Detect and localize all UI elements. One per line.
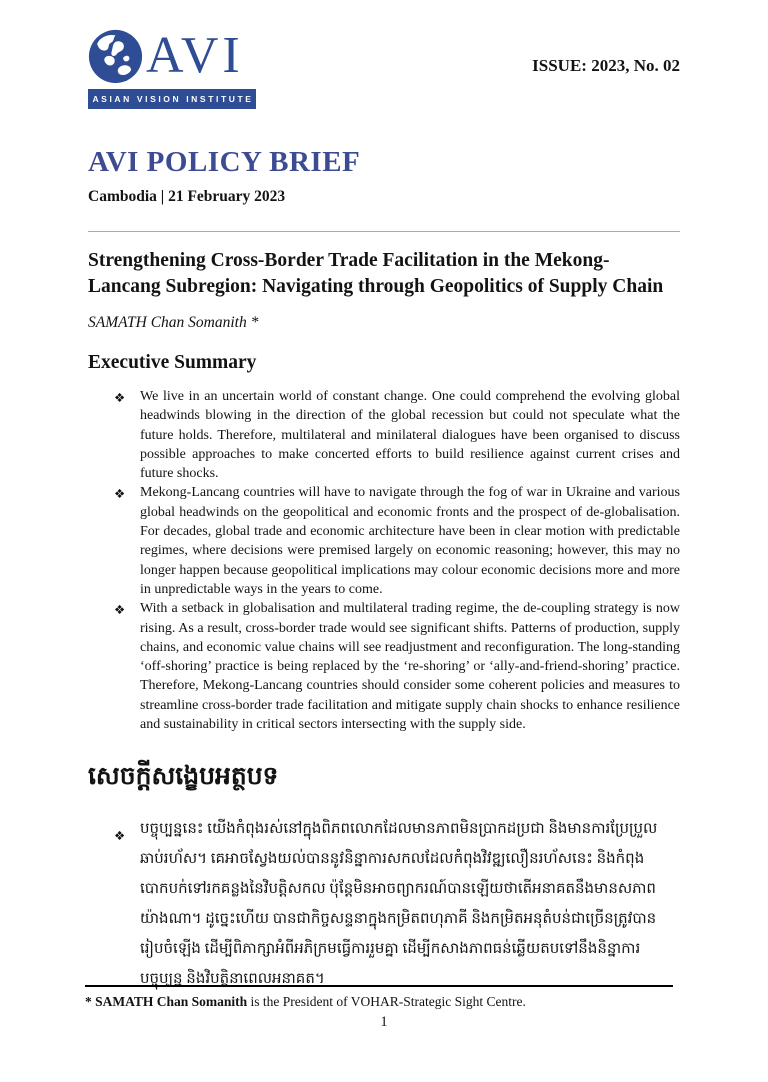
footnote-divider bbox=[85, 985, 673, 987]
article-title: Strengthening Cross-Border Trade Facilitation in the Mekong-Lancang Subregion: Navigating through Geopolitics of Supply Chain bbox=[88, 250, 664, 297]
masthead-divider bbox=[88, 231, 680, 232]
list-item-text: With a setback in globalisation and multilateral trading regime, the de-coupling strategy is now rising. As a result, cross-border trade would see significant shifts. Patterns of production, supply chains, and economic value chains will see readjustment and reconfiguration. The long-standing ‘off-shoring’ practice is being replaced by the ‘re-shoring’ or ‘ally-and-friend-shoring’ practice. Therefore, Mekong-Lancang countries should consider some coherent policies and measures to streamline cross-border trade facilitation and mitigate supply chain shocks to enhance resilience and sustainability in critical sectors intersecting with the supply side. bbox=[140, 601, 680, 733]
logo-org-name: ASIAN VISION INSTITUTE bbox=[88, 89, 256, 109]
footnote-author-name: * SAMATH Chan Somanith bbox=[85, 994, 248, 1009]
list-item-khmer bbox=[88, 814, 680, 994]
page-number: 1 bbox=[380, 1014, 388, 1030]
exec-summary-heading: Executive Summary bbox=[88, 352, 257, 373]
diamond-bullet-icon: ❖ bbox=[114, 828, 126, 844]
list-item-text: Mekong-Lancang countries will have to navigate through the fog of war in Ukraine and various global headwinds on the geopolitical and economic fronts and the prospect of de-globalisation. For decades, global trade and economic architecture have been in clear motion with predictable regimes, where decisions were premised largely on economic reasoning; however, this may no longer happen because geopolitical implications may colour economic decisions more and more in unpredictable ways in the years to come. bbox=[140, 485, 680, 597]
footnote bbox=[85, 985, 673, 1010]
khmer-summary-heading: សេចក្តីសង្ខេបអត្ថបទ bbox=[88, 763, 279, 791]
list-item bbox=[88, 483, 680, 599]
page-header bbox=[88, 28, 680, 109]
footnote-text bbox=[85, 994, 673, 1010]
exec-summary-list bbox=[88, 387, 680, 734]
globe-icon bbox=[88, 29, 143, 84]
list-item-text: We live in an uncertain world of constant change. One could comprehend the evolving global headwinds blowing in the direction of the global recession but could not speculate what the future holds. Therefore, multilateral and minilateral dialogues have been organised to discuss possible approaches to make concerted efforts to build resilience against current crises and future shocks. bbox=[140, 389, 680, 482]
logo-acronym: AVI bbox=[146, 27, 244, 84]
masthead-title: AVI POLICY BRIEF bbox=[88, 146, 361, 178]
issue-label: ISSUE: 2023, No. 02 bbox=[532, 56, 680, 75]
list-item bbox=[88, 599, 680, 734]
article-author: SAMATH Chan Somanith * bbox=[88, 314, 259, 331]
footnote-author-role: is the President of VOHAR-Strategic Sight Centre. bbox=[250, 994, 526, 1009]
avi-logo bbox=[88, 28, 256, 109]
masthead-dateline: Cambodia | 21 February 2023 bbox=[88, 188, 286, 205]
diamond-bullet-icon: ❖ bbox=[114, 390, 126, 405]
diamond-bullet-icon: ❖ bbox=[114, 486, 126, 502]
diamond-bullet-icon: ❖ bbox=[114, 602, 126, 618]
list-item bbox=[88, 387, 680, 483]
list-item-text: បច្ចុប្បន្ននេះ យើងកំពុងរស់នៅក្នុងពិភពលោកដែលមានភាពមិនប្រាកដប្រជា និងមានការប្រែប្រួលឆាប់រហ័ស។ គេអាចស្វែងយល់បាននូវនិន្នាការសកលដែលកំពុងវិវឌ្ឍលឿនរហ័សនេះ និងកំពុងបោកបក់ទៅរកគន្លងនៃវិបត្តិសកល ប៉ុន្តែមិនអាចព្យាករណ៍បានឡើយថាតើអនាគតនឹងមានសភាពយ៉ាងណា។ ដូច្នេះហើយ បានជាកិច្ចសន្ទនាក្នុងកម្រិតពហុភាគី និងកម្រិតអនុតំបន់ជាច្រើនត្រូវបានរៀបចំឡើង ដើម្បីពិភាក្សាអំពីអភិក្រមធ្វើការរួមគ្នា ដើម្បីកសាងភាពធន់ឆ្លើយតបទៅនឹងនិន្នាការបច្ចុប្បន្ន និងវិបត្តិនាពេលអនាគត។ bbox=[140, 821, 658, 988]
